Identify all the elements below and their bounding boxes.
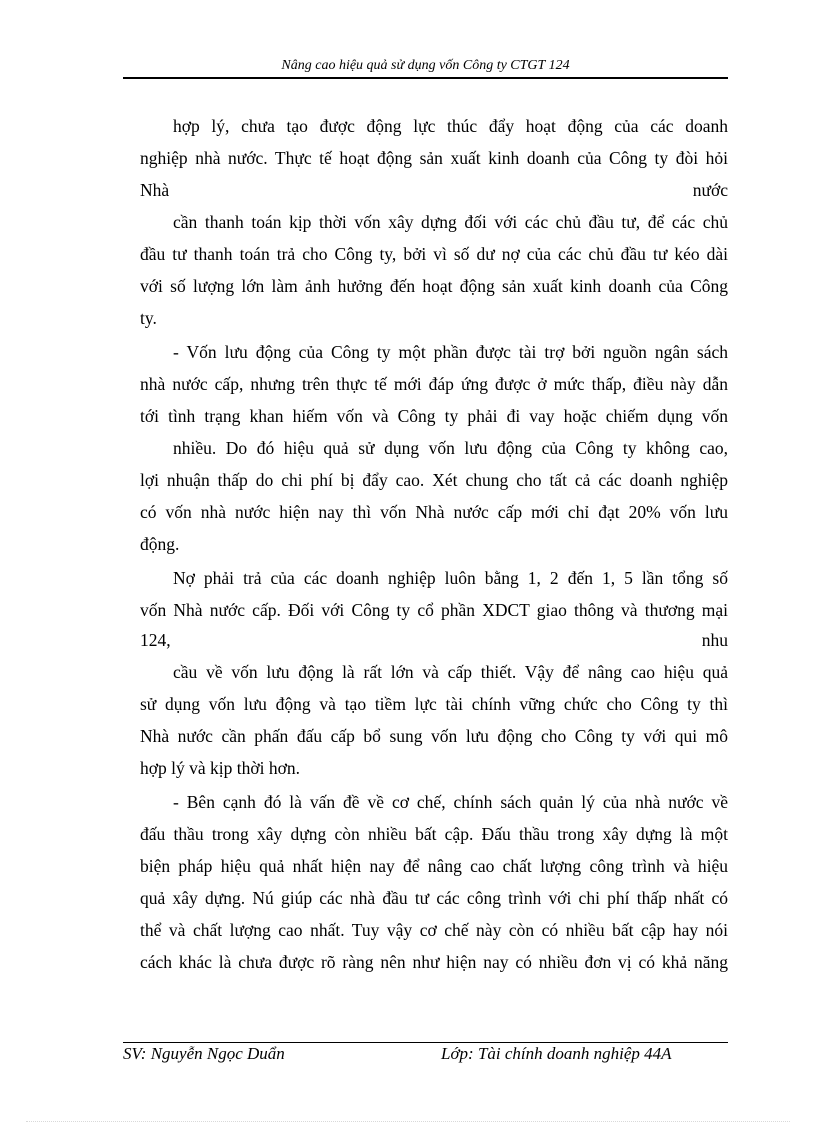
- text-line: nhiều. Do đó hiệu quả sử dụng vốn lưu động của Công ty không cao,: [173, 438, 728, 458]
- text-line: động.: [140, 534, 180, 554]
- text-line: Nhà nước cần phấn đấu cấp bổ sung vốn lưu động cho Công ty với qui mô: [140, 726, 728, 746]
- text-line: nhà nước cấp, nhưng trên thực tế mới đáp ứng được ở mức thấp, điều này dẫn: [140, 374, 728, 394]
- text-line: lợi nhuận thấp do chi phí bị đẩy cao. Xét chung cho tất cả các doanh nghiệp: [140, 470, 728, 490]
- header-divider: [123, 77, 728, 79]
- text-line: với số lượng lớn làm ảnh hưởng đến hoạt động sản xuất kinh doanh của Công: [140, 276, 728, 296]
- page-header-title: Nâng cao hiệu quả sử dụng vốn Công ty CTGT 124: [281, 58, 570, 73]
- text-line: quả xây dựng. Nú giúp các nhà đầu tư các công trình với chi phí thấp nhất có: [140, 888, 728, 908]
- text-line: đấu thầu trong xây dựng còn nhiều bất cập. Đấu thầu trong xây dựng là một: [140, 824, 728, 844]
- text-line: Nợ phải trả của các doanh nghiệp luôn bằng 1, 2 đến 1, 5 lần tổng số: [173, 568, 728, 588]
- page-bottom-edge: [26, 1121, 790, 1122]
- text-line: Nhà nước: [140, 180, 728, 200]
- text-line: - Vốn lưu động của Công ty một phần được tài trợ bởi nguồn ngân sách: [173, 342, 728, 362]
- text-line: tới tình trạng khan hiếm vốn và Công ty phải đi vay hoặc chiếm dụng vốn: [140, 406, 728, 426]
- text-line: vốn Nhà nước cấp. Đối với Công ty cổ phần XDCT giao thông và thương mại: [140, 600, 728, 620]
- footer-class-name: Lớp: Tài chính doanh nghiệp 44A: [441, 1044, 672, 1063]
- text-line: đầu tư thanh toán trả cho Công ty, bởi vì số dư nợ của các chủ đầu tư kéo dài: [140, 244, 728, 264]
- text-line: - Bên cạnh đó là vấn đề về cơ chế, chính sách quản lý của nhà nước về: [173, 792, 728, 812]
- footer-student-name: SV: Nguyễn Ngọc Duẩn: [123, 1044, 285, 1063]
- text-line: sử dụng vốn lưu động và tạo tiềm lực tài chính vững chức cho Công ty thì: [140, 694, 728, 714]
- footer-divider: [123, 1042, 728, 1043]
- text-line: cần thanh toán kịp thời vốn xây dựng đối với các chủ đầu tư, để các chủ: [173, 212, 728, 232]
- text-line: cách khác là chưa được rõ ràng nên như hiện nay có nhiều đơn vị có khả năng: [140, 952, 728, 972]
- text-line: có vốn nhà nước hiện nay thì vốn Nhà nước cấp mới chỉ đạt 20% vốn lưu: [140, 502, 728, 522]
- text-line: hợp lý và kịp thời hơn.: [140, 758, 300, 778]
- text-line: 124, nhu: [140, 630, 728, 650]
- text-line: nghiệp nhà nước. Thực tế hoạt động sản xuất kinh doanh của Công ty đòi hỏi: [140, 148, 728, 168]
- text-line: biện pháp hiệu quả nhất hiện nay để nâng cao chất lượng công trình và hiệu: [140, 856, 728, 876]
- text-line: ty.: [140, 308, 157, 328]
- text-line: thể và chất lượng cao nhất. Tuy vậy cơ chế này còn có nhiều bất cập hay nói: [140, 920, 728, 940]
- text-line: hợp lý, chưa tạo được động lực thúc đẩy hoạt động của các doanh: [173, 116, 728, 136]
- text-line: cầu về vốn lưu động là rất lớn và cấp thiết. Vậy để nâng cao hiệu quả: [173, 662, 728, 682]
